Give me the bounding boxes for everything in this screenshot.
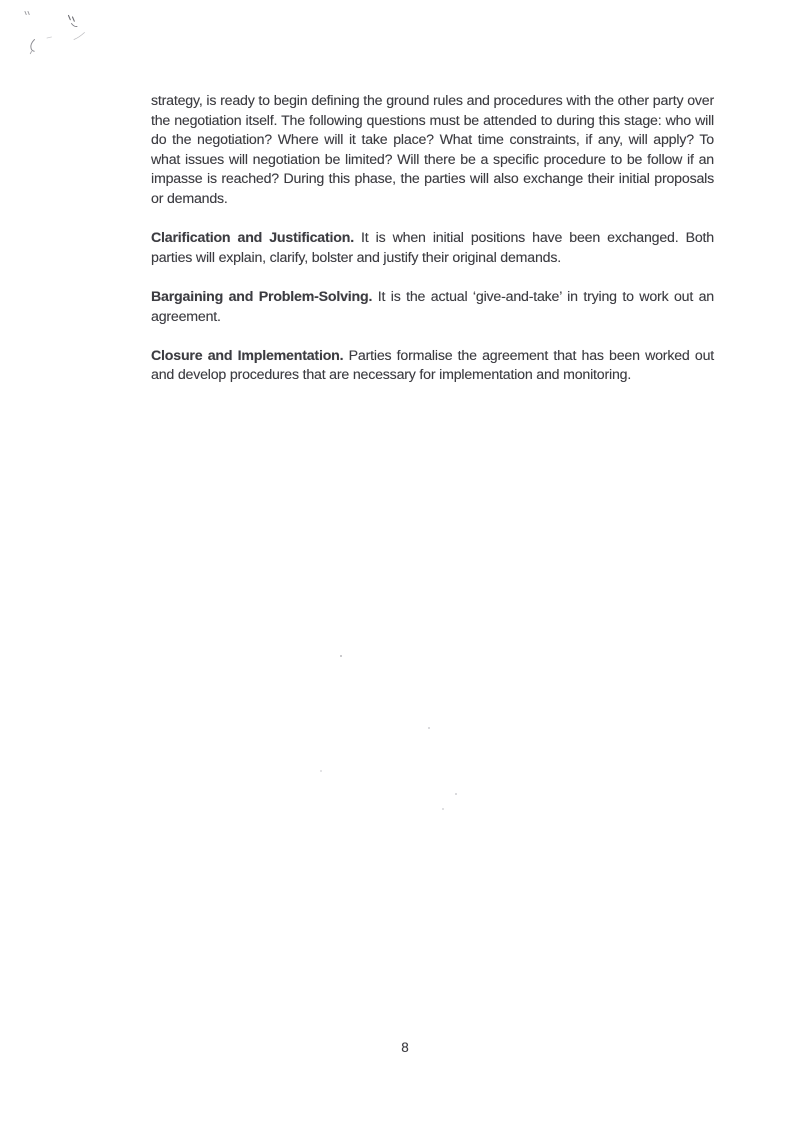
paragraph-text: It is when initial positions have been exchanged. Both parties will explain, clarify, bolster and justify their original demands. [151, 230, 714, 266]
paragraph-ground-rules [151, 92, 714, 210]
paragraph-closure-implementation [151, 347, 714, 386]
text-column [151, 92, 714, 406]
scan-speckle [340, 655, 342, 657]
paragraph-clarification-justification [151, 229, 714, 268]
scan-speckle [442, 808, 444, 810]
paragraph-lead: Bargaining and Problem-Solving. [151, 288, 373, 305]
page-number: 8 [401, 1040, 409, 1055]
scan-speckle [320, 770, 322, 772]
pen-mark-scribbles [0, 0, 120, 70]
paragraph-text: strategy, is ready to begin defining the ground rules and procedures with the other party over the negotiation itself. The following questions must be attended to during this stage: who will do the negotiation? Where will it take place? What time constraints, if any, will apply? To what issues will negotiation be limited? Will there be a specific procedure to be follow if an impasse is reached? During this phase, the parties will also exchange their initial proposals or demands. [151, 93, 714, 207]
scan-speckle [455, 793, 457, 795]
paragraph-text: It is the actual ‘give-and-take’ in trying to work out an agreement. [151, 288, 714, 325]
paragraph-bargaining-problem-solving [151, 288, 714, 327]
scan-speckle [428, 727, 430, 729]
paragraph-text: Parties formalise the agreement that has been worked out and develop procedures that are necessary for implementation and monitoring. [151, 347, 714, 384]
paragraph-lead: Clarification and Justification. [151, 230, 354, 247]
paragraph-lead: Closure and Implementation. [151, 347, 344, 364]
